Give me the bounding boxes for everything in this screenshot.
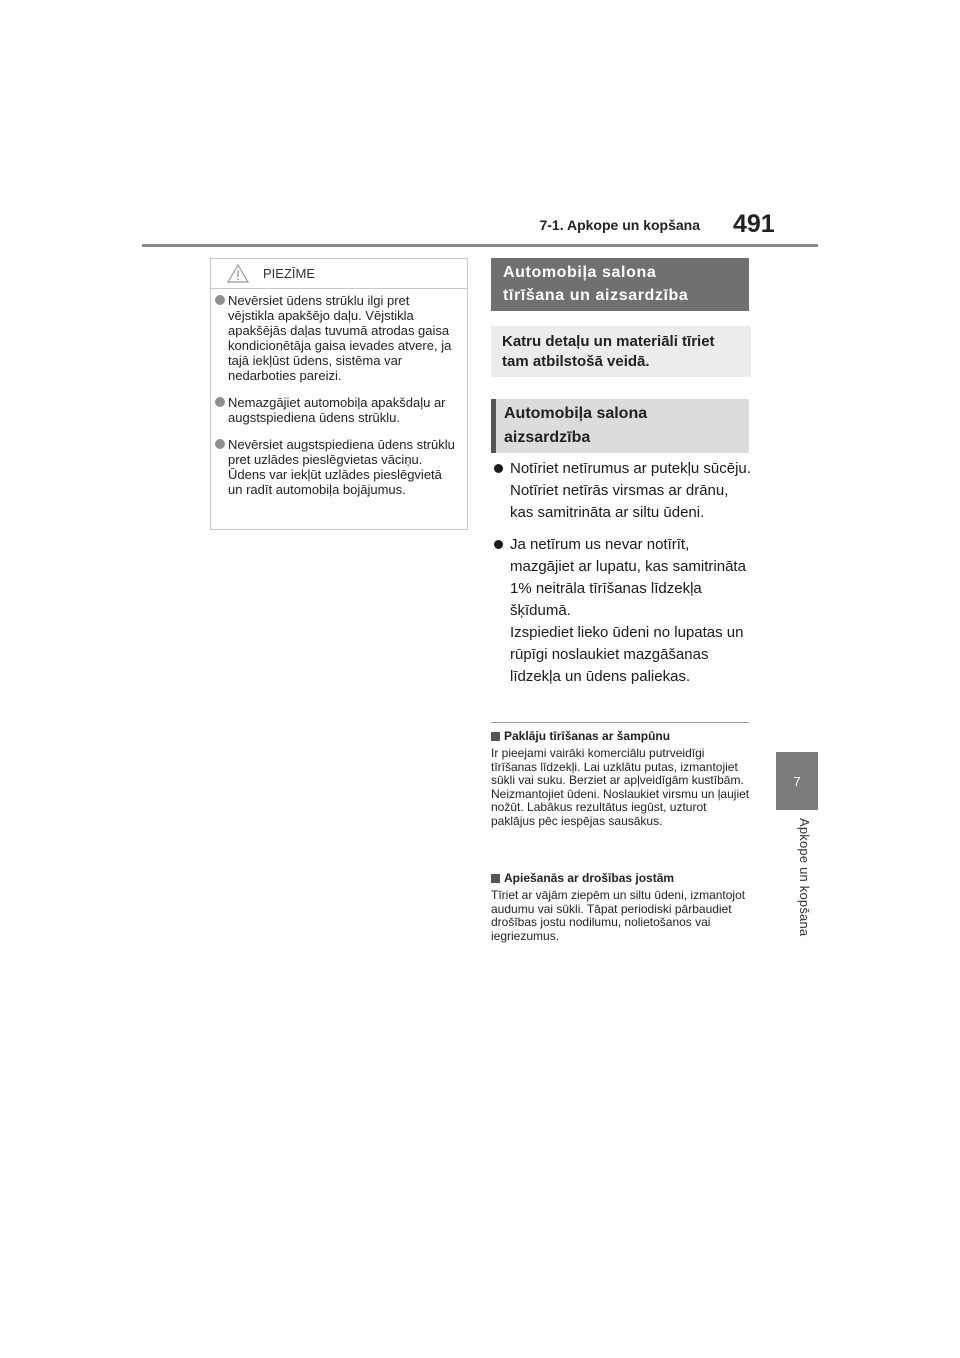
chapter-label: Apkope un kopšana	[797, 818, 812, 937]
bullet-list	[491, 458, 753, 688]
subheading-line: Automobiļa salona	[504, 405, 648, 422]
notice-box	[210, 258, 468, 530]
info-body: Tīriet ar vājām ziepēm un siltu ūdeni, izmantojot audumu vai sūkli. Tāpat periodiski pārbaudiet drošības jostu nodilumu, nolietošanos vai iegriezumus.	[491, 888, 746, 943]
info-block	[491, 870, 753, 943]
notice-header	[211, 259, 467, 289]
notice-text: Nevērsiet ūdens strūklu ilgi pret vējstikla apakšējo daļu. Vējstikla apakšējās daļas tuvumā atrodas gaisa kondicionētāja gaisa ievades atvere, ja tajā iekļūst ūdens, sistēma var nedarboties pareizi.	[228, 293, 452, 383]
info-body: Ir pieejami vairāki komerciālu putrveidīgi tīrīšanas līdzekļi. Lai uzklātu putas, izmantojiet sūkli vai suku. Berziet ar apļveidīgām kustībām. Neizmantojiet ūdeni. Noslaukiet virsmu un ļaujiet nožūt. Labākus rezultātus iegūst, uzturot paklājus pēc iespējas sausākus.	[491, 746, 750, 828]
bullet-icon	[215, 397, 225, 407]
page-number: 491	[733, 210, 775, 238]
bullet-icon	[215, 295, 225, 305]
info-title	[491, 870, 753, 886]
bullet-text: Notīriet netīrumus ar putekļu sūcēju. Notīriet netīrās virsmas ar drānu, kas samitrināta ar siltu ūdeni.	[510, 460, 751, 521]
info-block	[491, 728, 753, 828]
info-title	[491, 728, 753, 744]
bullet-icon	[494, 464, 503, 473]
notice-item	[211, 437, 467, 497]
section-header: 7-1. Apkope un kopšana	[539, 217, 700, 233]
info-title-text: Paklāju tīrīšanas ar šampūnu	[504, 729, 671, 743]
section-divider	[491, 722, 749, 723]
chapter-tab: 7	[776, 752, 818, 810]
warning-triangle-icon	[227, 264, 249, 283]
intro-text: Katru detaļu un materiāli tīriet tam atbilstošā veidā.	[491, 326, 751, 377]
notice-title: PIEZĪME	[263, 266, 316, 281]
list-item	[491, 458, 753, 524]
section-title-line: Automobiļa salona	[503, 264, 657, 281]
header-divider	[142, 244, 818, 247]
bullet-continuation: Izspiediet lieko ūdeni no lupatas un rūpīgi noslaukiet mazgāšanas līdzekļa un ūdens paliekas.	[510, 624, 744, 685]
notice-item	[211, 395, 467, 425]
bullet-icon	[215, 439, 225, 449]
subheading	[491, 399, 749, 453]
notice-text: Nemazgājiet automobiļa apakšdaļu ar augstspiediena ūdens strūklu.	[228, 395, 446, 425]
section-title	[491, 258, 749, 311]
list-item	[491, 534, 753, 688]
bullet-text: Ja netīrum us nevar notīrīt, mazgājiet ar lupatu, kas samitrināta 1% neitrāla tīrīšanas līdzekļa šķīdumā.	[510, 536, 746, 619]
info-title-text: Apiešanās ar drošības jostām	[504, 871, 675, 885]
bullet-icon	[494, 540, 503, 549]
subheading-line: aizsardzība	[504, 429, 591, 446]
notice-item	[211, 293, 467, 383]
square-bullet-icon	[491, 874, 500, 883]
section-title-line: tīrīšana un aizsardzība	[503, 287, 689, 304]
notice-text: Nevērsiet augstspiediena ūdens strūklu pret uzlādes pieslēgvietas vāciņu. Ūdens var iekļūt uzlādes pieslēgvietā un radīt automobiļa bojājumus.	[228, 437, 455, 497]
square-bullet-icon	[491, 732, 500, 741]
